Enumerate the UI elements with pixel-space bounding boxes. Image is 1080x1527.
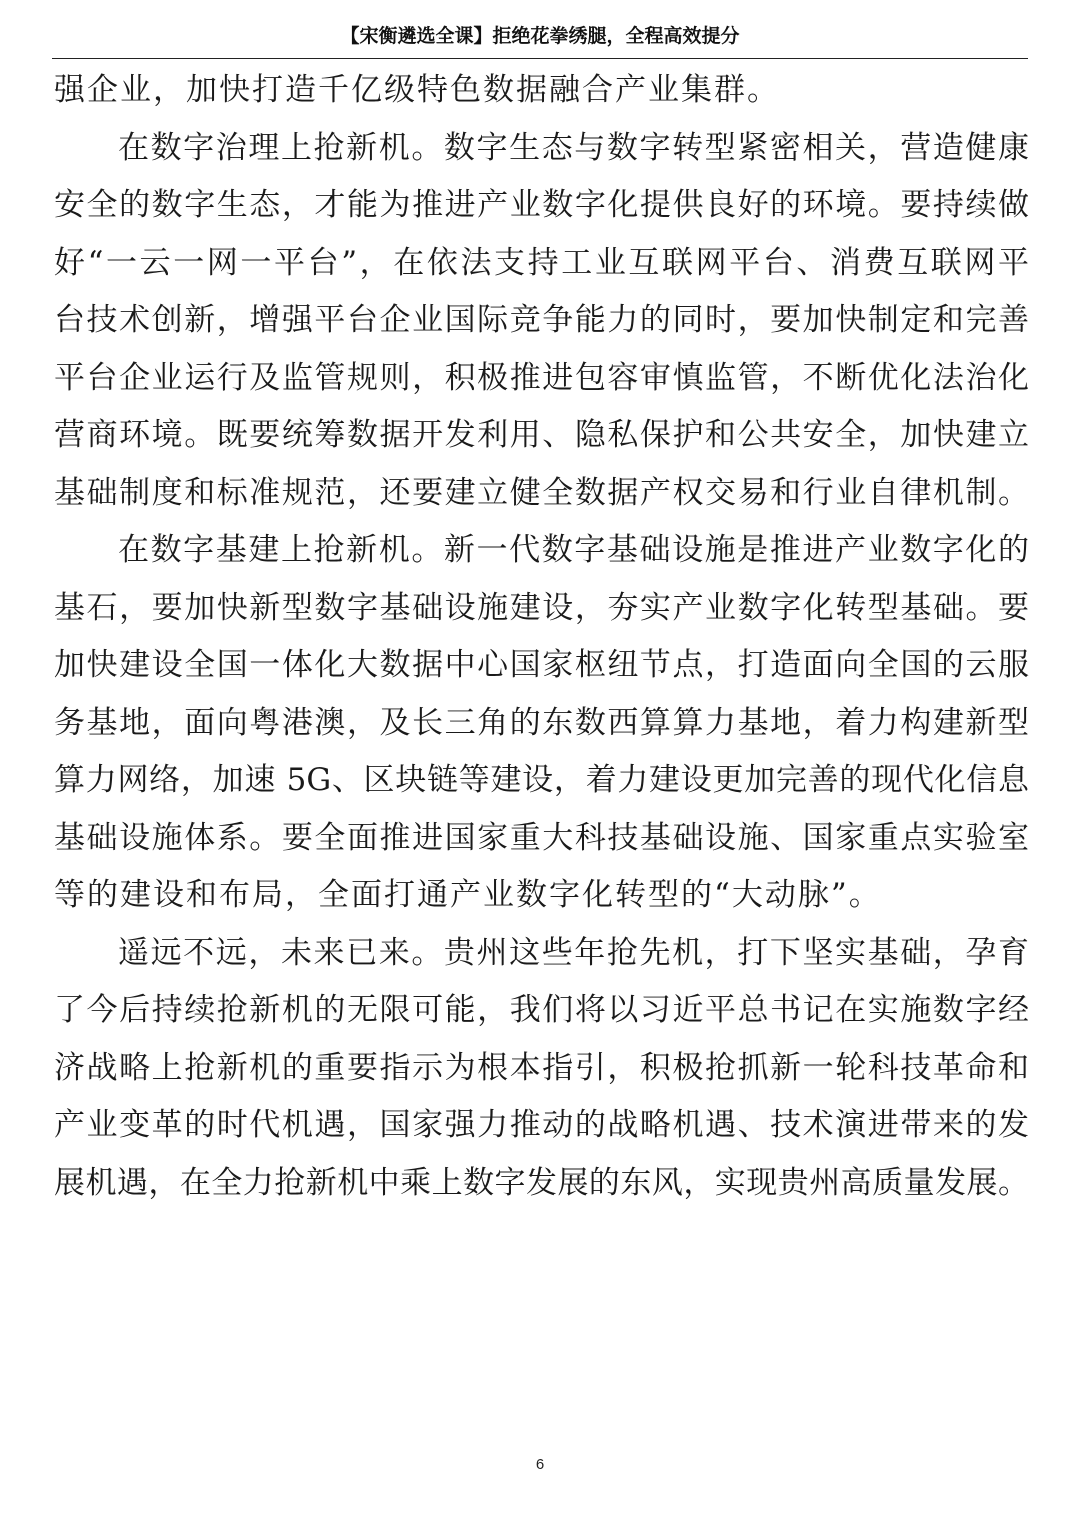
- text-line: 基础设施体系。要全面推进国家重大科技基础设施、国家重点实验室: [54, 819, 1029, 856]
- text-line: 遥远不远，未来已来。贵州这些年抢先机，打下坚实基础，孕育: [118, 934, 1029, 971]
- header-divider: [52, 58, 1028, 59]
- text-line: 好“一云一网一平台”，在依法支持工业互联网平台、消费互联网平: [54, 244, 1029, 281]
- text-line: 基石，要加快新型数字基础设施建设，夯实产业数字化转型基础。要: [54, 589, 1029, 626]
- text-line: 了今后持续抢新机的无限可能，我们将以习近平总书记在实施数字经: [54, 992, 1029, 1028]
- text-line: 强企业，加快打造千亿级特色数据融合产业集群。: [54, 72, 780, 108]
- paragraph: [54, 120, 1029, 523]
- document-body: [54, 62, 1029, 1212]
- text-line: 加快建设全国一体化大数据中心国家枢纽节点，打造面向全国的云服: [54, 647, 1029, 683]
- paragraph: [54, 925, 1029, 1213]
- text-line: 算力网络，加速 5G、区块链等建设，着力建设更加完善的现代化信息: [54, 762, 1029, 798]
- text-line: 基础制度和标准规范，还要建立健全数据产权交易和行业自律机制。: [54, 474, 1029, 511]
- text-line: 平台企业运行及监管规则，积极推进包容审慎监管，不断优化法治化: [54, 359, 1029, 396]
- text-line: 济战略上抢新机的重要指示为根本指引，积极抢抓新一轮科技革命和: [54, 1049, 1029, 1086]
- text-line: 展机遇，在全力抢新机中乘上数字发展的东风，实现贵州高质量发展。: [54, 1164, 1029, 1201]
- page-number: 6: [535, 1456, 545, 1473]
- text-line: 台技术创新，增强平台企业国际竞争能力的同时，要加快制定和完善: [54, 302, 1029, 338]
- text-line: 在数字治理上抢新机。数字生态与数字转型紧密相关，营造健康: [118, 129, 1029, 166]
- text-line: 营商环境。既要统筹数据开发利用、隐私保护和公共安全，加快建立: [54, 417, 1029, 453]
- text-line: 务基地，面向粤港澳，及长三角的东数西算算力基地，着力构建新型: [54, 704, 1029, 741]
- page-header: 【宋衡遴选全课】拒绝花拳绣腿，全程高效提分: [340, 25, 740, 47]
- paragraph: [54, 62, 1029, 120]
- paragraph: [54, 522, 1029, 925]
- text-line: 在数字基建上抢新机。新一代数字基础设施是推进产业数字化的: [118, 532, 1029, 568]
- text-line: 等的建设和布局，全面打通产业数字化转型的“大动脉”。: [54, 877, 882, 913]
- text-line: 产业变革的时代机遇，国家强力推动的战略机遇、技术演进带来的发: [54, 1107, 1029, 1143]
- text-line: 安全的数字生态，才能为推进产业数字化提供良好的环境。要持续做: [54, 187, 1029, 223]
